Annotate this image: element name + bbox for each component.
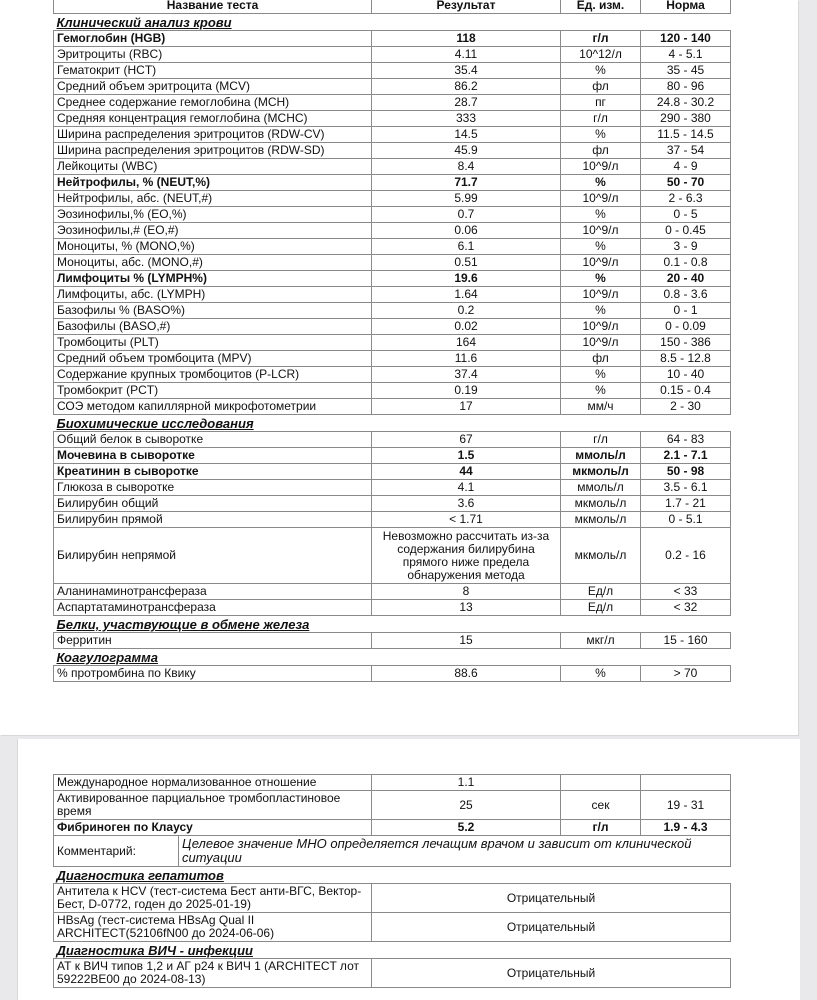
test-unit: % — [561, 383, 641, 399]
test-name: Средний объем тромбоцита (MPV) — [54, 351, 372, 367]
test-result: 6.1 — [372, 239, 561, 255]
section-row — [54, 415, 731, 432]
test-unit: сек — [561, 791, 641, 820]
test-name: АТ к ВИЧ типов 1,2 и АГ p24 к ВИЧ 1 (ARCHITECT лот 59222BE00 до 2024-08-13) — [54, 959, 372, 988]
table-row — [54, 159, 731, 175]
table-row — [54, 31, 731, 47]
test-unit: мкмоль/л — [561, 496, 641, 512]
table-row — [54, 775, 731, 791]
test-norm: 4 - 5.1 — [641, 47, 731, 63]
table-row — [54, 127, 731, 143]
test-norm: < 32 — [641, 600, 731, 616]
test-name: Средний объем эритроцита (MCV) — [54, 79, 372, 95]
test-name: Ферритин — [54, 633, 372, 649]
test-result: 0.51 — [372, 255, 561, 271]
test-name: Гемоглобин (HGB) — [54, 31, 372, 47]
test-norm: 0 - 0.09 — [641, 319, 731, 335]
report-page-2 — [18, 739, 800, 1000]
test-unit: 10^9/л — [561, 319, 641, 335]
test-norm: 8.5 - 12.8 — [641, 351, 731, 367]
test-norm: 80 - 96 — [641, 79, 731, 95]
test-norm: 0.1 - 0.8 — [641, 255, 731, 271]
test-result: 35.4 — [372, 63, 561, 79]
table-row — [54, 464, 731, 480]
table-row — [54, 335, 731, 351]
section-row — [54, 649, 731, 666]
test-unit: 10^9/л — [561, 159, 641, 175]
comment-row — [54, 836, 731, 867]
test-name: Моноциты, абс. (MONO,#) — [54, 255, 372, 271]
test-norm — [641, 775, 731, 791]
test-result: Отрицательный — [372, 913, 731, 942]
test-name: Билирубин прямой — [54, 512, 372, 528]
test-unit: г/л — [561, 111, 641, 127]
table-row — [54, 319, 731, 335]
test-name: Базофилы (BASO,#) — [54, 319, 372, 335]
test-norm: 11.5 - 14.5 — [641, 127, 731, 143]
test-result: 0.7 — [372, 207, 561, 223]
test-name: % протромбина по Квику — [54, 666, 372, 682]
test-norm: 19 - 31 — [641, 791, 731, 820]
lab-results-table-2 — [53, 774, 731, 988]
test-result: 37.4 — [372, 367, 561, 383]
test-norm: 2.1 - 7.1 — [641, 448, 731, 464]
section-title: Белки, участвующие в обмене железа — [56, 617, 310, 632]
table-row — [54, 79, 731, 95]
test-unit: пг — [561, 95, 641, 111]
test-result: 28.7 — [372, 95, 561, 111]
test-norm: 0.2 - 16 — [641, 528, 731, 584]
table-row — [54, 399, 731, 415]
test-norm: 20 - 40 — [641, 271, 731, 287]
test-name: Общий белок в сыворотке — [54, 432, 372, 448]
test-result: 3.6 — [372, 496, 561, 512]
test-name: Лимфоциты % (LYMPH%) — [54, 271, 372, 287]
test-result: 8.4 — [372, 159, 561, 175]
test-unit: % — [561, 271, 641, 287]
test-norm: > 70 — [641, 666, 731, 682]
test-unit: 10^9/л — [561, 287, 641, 303]
test-name: Эозинофилы,# (EO,#) — [54, 223, 372, 239]
table-row — [54, 239, 731, 255]
test-norm: 3 - 9 — [641, 239, 731, 255]
test-name: Аланинаминотрансфераза — [54, 584, 372, 600]
test-norm: 10 - 40 — [641, 367, 731, 383]
table-row — [54, 666, 731, 682]
table-row — [54, 303, 731, 319]
test-result: 4.11 — [372, 47, 561, 63]
test-norm: 64 - 83 — [641, 432, 731, 448]
table-row — [54, 383, 731, 399]
table-row — [54, 47, 731, 63]
test-name: Активированное парциальное тромбопластиновое время — [54, 791, 372, 820]
comment-text: Целевое значение МНО определяется лечащим врачом и зависит от клинической ситуации — [179, 836, 731, 867]
test-result: < 1.71 — [372, 512, 561, 528]
test-unit: % — [561, 666, 641, 682]
test-unit: % — [561, 239, 641, 255]
table-row — [54, 584, 731, 600]
test-norm: 50 - 98 — [641, 464, 731, 480]
test-norm: 37 - 54 — [641, 143, 731, 159]
test-result: Невозможно рассчитать из-за содержания билирубина прямого ниже предела обнаружения метода — [372, 528, 561, 584]
test-result: 15 — [372, 633, 561, 649]
header-norm: Норма — [641, 0, 731, 14]
test-name: Эозинофилы,% (EO,%) — [54, 207, 372, 223]
test-norm: 0.15 - 0.4 — [641, 383, 731, 399]
viewer-background — [800, 0, 817, 1000]
test-name: Тромбоциты (PLT) — [54, 335, 372, 351]
test-norm: 0 - 1 — [641, 303, 731, 319]
test-unit: мкмоль/л — [561, 512, 641, 528]
table-row — [54, 448, 731, 464]
table-row — [54, 884, 731, 913]
test-name: Мочевина в сыворотке — [54, 448, 372, 464]
test-name: Ширина распределения эритроцитов (RDW-CV) — [54, 127, 372, 143]
test-name: Билирубин общий — [54, 496, 372, 512]
test-norm: 24.8 - 30.2 — [641, 95, 731, 111]
test-result: 5.99 — [372, 191, 561, 207]
test-name: Билирубин непрямой — [54, 528, 372, 584]
test-result: 19.6 — [372, 271, 561, 287]
table-row — [54, 287, 731, 303]
test-unit: г/л — [561, 432, 641, 448]
section-row — [54, 616, 731, 633]
test-result: 333 — [372, 111, 561, 127]
section-title: Коагулограмма — [56, 650, 158, 665]
test-unit: мм/ч — [561, 399, 641, 415]
test-unit: % — [561, 127, 641, 143]
test-unit: Ед/л — [561, 600, 641, 616]
test-result: 71.7 — [372, 175, 561, 191]
test-name: Гематокрит (HCT) — [54, 63, 372, 79]
test-norm: 1.7 - 21 — [641, 496, 731, 512]
test-result: 11.6 — [372, 351, 561, 367]
table-row — [54, 95, 731, 111]
test-result: 1.1 — [372, 775, 561, 791]
test-name: Аспартатаминотрансфераза — [54, 600, 372, 616]
table-row — [54, 600, 731, 616]
comment-label: Комментарий: — [54, 836, 179, 867]
test-unit: 10^9/л — [561, 255, 641, 271]
test-norm: 0.8 - 3.6 — [641, 287, 731, 303]
test-name: Моноциты, % (MONO,%) — [54, 239, 372, 255]
test-norm: 35 - 45 — [641, 63, 731, 79]
test-unit: фл — [561, 143, 641, 159]
test-name: Средняя концентрация гемоглобина (MCHC) — [54, 111, 372, 127]
test-name: СОЭ методом капиллярной микрофотометрии — [54, 399, 372, 415]
test-unit: Ед/л — [561, 584, 641, 600]
header-unit: Ед. изм. — [561, 0, 641, 14]
test-result: 118 — [372, 31, 561, 47]
test-result: 14.5 — [372, 127, 561, 143]
section-title: Диагностика ВИЧ - инфекции — [56, 943, 253, 958]
table-row — [54, 791, 731, 820]
test-name: Антитела к HCV (тест-система Бест анти-ВГС, Вектор-Бест, D-0772, годен до 2025-01-19) — [54, 884, 372, 913]
section-title: Диагностика гепатитов — [56, 868, 224, 883]
test-unit: 10^9/л — [561, 191, 641, 207]
test-norm: 120 - 140 — [641, 31, 731, 47]
test-result: 0.2 — [372, 303, 561, 319]
test-norm: 50 - 70 — [641, 175, 731, 191]
test-name: Международное нормализованное отношение — [54, 775, 372, 791]
test-unit: % — [561, 63, 641, 79]
table-row — [54, 528, 731, 584]
test-unit: фл — [561, 351, 641, 367]
table-row — [54, 175, 731, 191]
lab-results-table-1 — [53, 0, 731, 682]
test-name: Глюкоза в сыворотке — [54, 480, 372, 496]
test-result: 86.2 — [372, 79, 561, 95]
test-name: HBsAg (тест-система HBsAg Qual II ARCHITECT(52106fN00 до 2024-06-06) — [54, 913, 372, 942]
table-row — [54, 143, 731, 159]
header-row — [54, 0, 731, 14]
table-row — [54, 512, 731, 528]
test-unit: 10^9/л — [561, 335, 641, 351]
test-unit: мкмоль/л — [561, 528, 641, 584]
test-result: 1.5 — [372, 448, 561, 464]
test-norm: 3.5 - 6.1 — [641, 480, 731, 496]
test-unit: % — [561, 175, 641, 191]
test-result: 45.9 — [372, 143, 561, 159]
test-unit: ммоль/л — [561, 480, 641, 496]
test-name: Эритроциты (RBC) — [54, 47, 372, 63]
test-unit: г/л — [561, 820, 641, 836]
test-result: 8 — [372, 584, 561, 600]
table-row — [54, 271, 731, 287]
test-unit: мкг/л — [561, 633, 641, 649]
test-unit: ммоль/л — [561, 448, 641, 464]
test-name: Лимфоциты, абс. (LYMPH) — [54, 287, 372, 303]
test-name: Тромбокрит (PCT) — [54, 383, 372, 399]
test-result: 1.64 — [372, 287, 561, 303]
test-unit: фл — [561, 79, 641, 95]
test-result: 0.19 — [372, 383, 561, 399]
test-name: Нейтрофилы, % (NEUT,%) — [54, 175, 372, 191]
test-result: 0.02 — [372, 319, 561, 335]
table-row — [54, 959, 731, 988]
test-name: Базофилы % (BASO%) — [54, 303, 372, 319]
test-unit: 10^12/л — [561, 47, 641, 63]
test-result: Отрицательный — [372, 959, 731, 988]
test-norm: < 33 — [641, 584, 731, 600]
test-norm: 0 - 5 — [641, 207, 731, 223]
test-unit: мкмоль/л — [561, 464, 641, 480]
header-result: Результат — [372, 0, 561, 14]
table-row — [54, 255, 731, 271]
test-result: 17 — [372, 399, 561, 415]
test-unit — [561, 775, 641, 791]
table-row — [54, 207, 731, 223]
test-norm: 150 - 386 — [641, 335, 731, 351]
test-norm: 15 - 160 — [641, 633, 731, 649]
test-result: 164 — [372, 335, 561, 351]
section-row — [54, 14, 731, 31]
test-result: 25 — [372, 791, 561, 820]
test-norm: 2 - 6.3 — [641, 191, 731, 207]
test-name: Содержание крупных тромбоцитов (P-LCR) — [54, 367, 372, 383]
table-row — [54, 432, 731, 448]
test-result: Отрицательный — [372, 884, 731, 913]
table-row — [54, 111, 731, 127]
section-title: Биохимические исследования — [56, 416, 254, 431]
test-result: 67 — [372, 432, 561, 448]
test-unit: г/л — [561, 31, 641, 47]
section-row — [54, 867, 731, 884]
table-row — [54, 480, 731, 496]
test-result: 4.1 — [372, 480, 561, 496]
test-name: Фибриноген по Клаусу — [54, 820, 372, 836]
test-name: Ширина распределения эритроцитов (RDW-SD) — [54, 143, 372, 159]
table-row — [54, 351, 731, 367]
test-result: 5.2 — [372, 820, 561, 836]
test-norm: 0 - 5.1 — [641, 512, 731, 528]
test-norm: 0 - 0.45 — [641, 223, 731, 239]
table-row — [54, 820, 731, 836]
table-row — [54, 223, 731, 239]
test-name: Среднее содержание гемоглобина (MCH) — [54, 95, 372, 111]
section-title: Клинический анализ крови — [56, 15, 232, 30]
test-norm: 1.9 - 4.3 — [641, 820, 731, 836]
test-norm: 290 - 380 — [641, 111, 731, 127]
test-name: Нейтрофилы, абс. (NEUT,#) — [54, 191, 372, 207]
table-row — [54, 633, 731, 649]
table-row — [54, 367, 731, 383]
test-norm: 4 - 9 — [641, 159, 731, 175]
test-unit: % — [561, 303, 641, 319]
table-row — [54, 63, 731, 79]
section-row — [54, 942, 731, 959]
test-unit: % — [561, 367, 641, 383]
header-name: Название теста — [54, 0, 372, 14]
test-name: Креатинин в сыворотке — [54, 464, 372, 480]
test-result: 13 — [372, 600, 561, 616]
table-row — [54, 191, 731, 207]
test-result: 0.06 — [372, 223, 561, 239]
test-unit: % — [561, 207, 641, 223]
test-result: 44 — [372, 464, 561, 480]
test-norm: 2 - 30 — [641, 399, 731, 415]
table-row — [54, 496, 731, 512]
table-row — [54, 913, 731, 942]
test-name: Лейкоциты (WBC) — [54, 159, 372, 175]
test-result: 88.6 — [372, 666, 561, 682]
test-unit: 10^9/л — [561, 223, 641, 239]
